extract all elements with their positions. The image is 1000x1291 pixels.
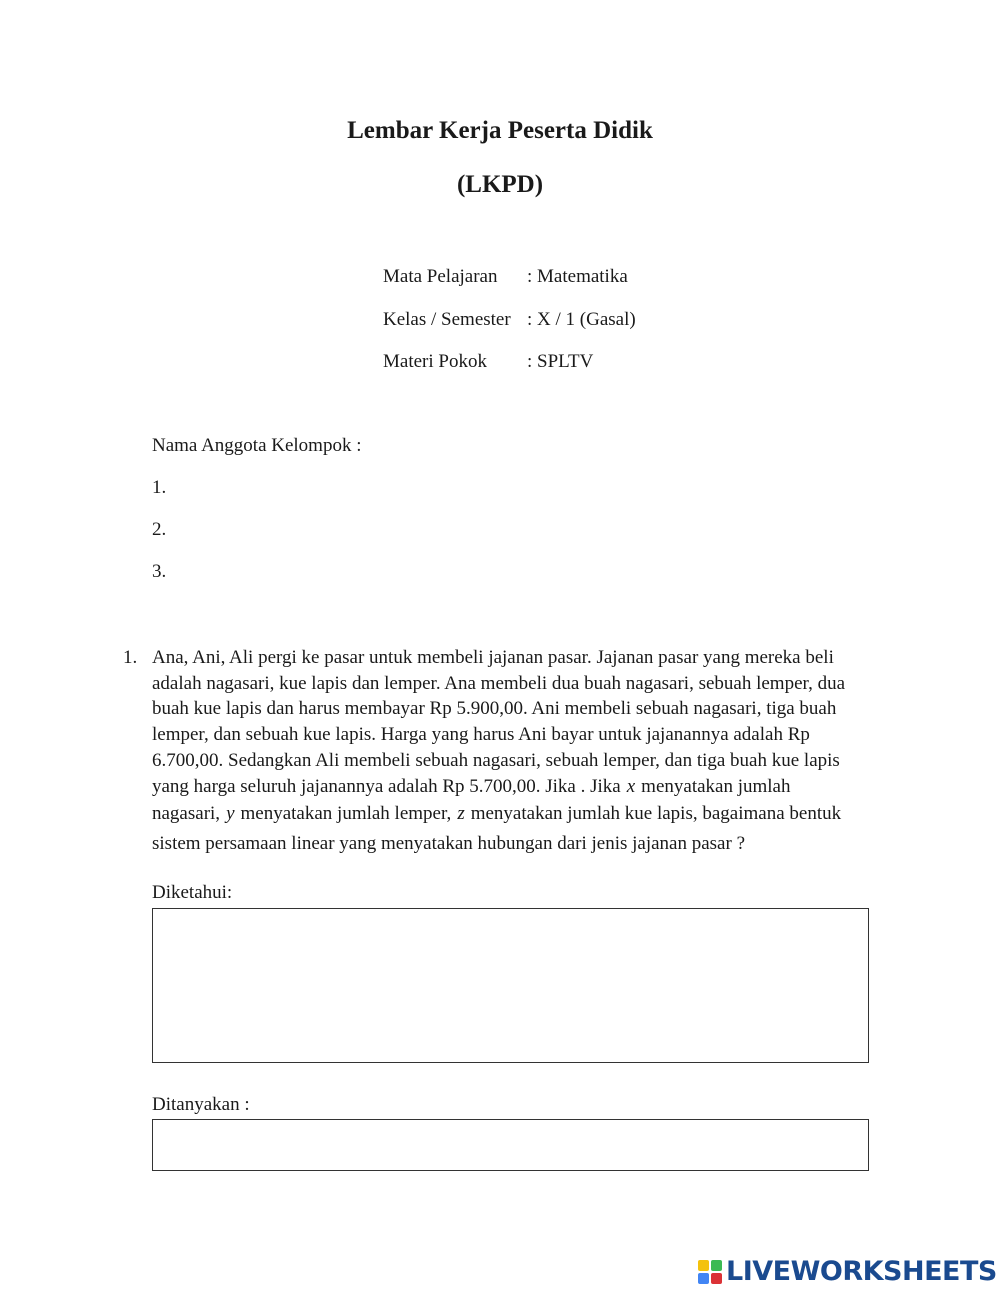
- page-subtitle: (LKPD): [456, 171, 544, 198]
- asked-label: Ditanyakan :: [152, 1094, 250, 1115]
- group-member-item: 1.: [152, 477, 167, 498]
- subject-info: [383, 264, 636, 392]
- question-line: [152, 801, 883, 827]
- question-line-text: menyatakan jumlah: [641, 775, 791, 797]
- logo-square-icon: [698, 1260, 709, 1271]
- logo-square-icon: [711, 1260, 722, 1271]
- variable-y: y: [226, 803, 235, 825]
- question-line: sistem persamaan linear yang menyatakan hubungan dari jenis jajanan pasar ?: [152, 832, 745, 854]
- question-line: buah kue lapis dan harus membayar Rp 5.900,00. Ani membeli sebuah nagasari, tiga buah: [152, 698, 837, 720]
- known-label: Diketahui:: [152, 882, 233, 903]
- meta-value: : X / 1 (Gasal): [527, 308, 636, 330]
- group-member-item: 3.: [152, 561, 167, 582]
- question-line-text: menyatakan jumlah lemper,: [240, 803, 452, 825]
- question-line: 6.700,00. Sedangkan Ali membeli sebuah nagasari, sebuah lemper, dan tiga buah kue lapis: [152, 749, 840, 771]
- variable-z: z: [457, 803, 465, 825]
- meta-value: : SPLTV: [527, 351, 594, 372]
- question-line-text: yang harga seluruh jajanannya adalah Rp 5.700,00. Jika . Jika: [152, 775, 621, 797]
- question-line: Ana, Ani, Ali pergi ke pasar untuk membeli jajanan pasar. Jajanan pasar yang mereka beli: [152, 647, 834, 668]
- group-members-title: Nama Anggota Kelompok :: [152, 435, 362, 456]
- logo-square-icon: [698, 1273, 709, 1284]
- meta-row-topic: [383, 349, 636, 392]
- page-title: Lembar Kerja Peserta Didik: [347, 117, 653, 144]
- question-1: [123, 645, 883, 857]
- asked-answer-box[interactable]: [152, 1119, 869, 1171]
- liveworksheets-brand: [698, 1256, 997, 1287]
- meta-row-subject: [383, 264, 636, 307]
- brand-name: LIVEWORKSHEETS: [726, 1256, 997, 1287]
- known-answer-box[interactable]: [152, 908, 869, 1063]
- question-line: adalah nagasari, kue lapis dan lemper. Ana membeli dua buah nagasari, sebuah lemper, dua: [152, 672, 846, 694]
- question-line: lemper, dan sebuah kue lapis. Harga yang harus Ani bayar untuk jajanannya adalah Rp: [152, 724, 810, 746]
- meta-row-class: [383, 307, 636, 350]
- meta-value: : Matematika: [527, 266, 628, 287]
- variable-x: x: [626, 775, 636, 797]
- question-line-text: nagasari,: [152, 803, 221, 825]
- logo-square-icon: [711, 1273, 722, 1284]
- question-line-text: menyatakan jumlah kue lapis, bagaimana bentuk: [470, 803, 842, 825]
- meta-label: Mata Pelajaran: [383, 266, 498, 287]
- group-member-item: 2.: [152, 519, 167, 540]
- question-text: [152, 645, 883, 857]
- question-line: [152, 774, 883, 800]
- group-members: [152, 433, 362, 601]
- meta-label: Materi Pokok: [383, 351, 487, 372]
- meta-label: Kelas / Semester: [383, 308, 511, 330]
- question-number: 1.: [123, 647, 138, 668]
- liveworksheets-logo-icon: [698, 1260, 722, 1284]
